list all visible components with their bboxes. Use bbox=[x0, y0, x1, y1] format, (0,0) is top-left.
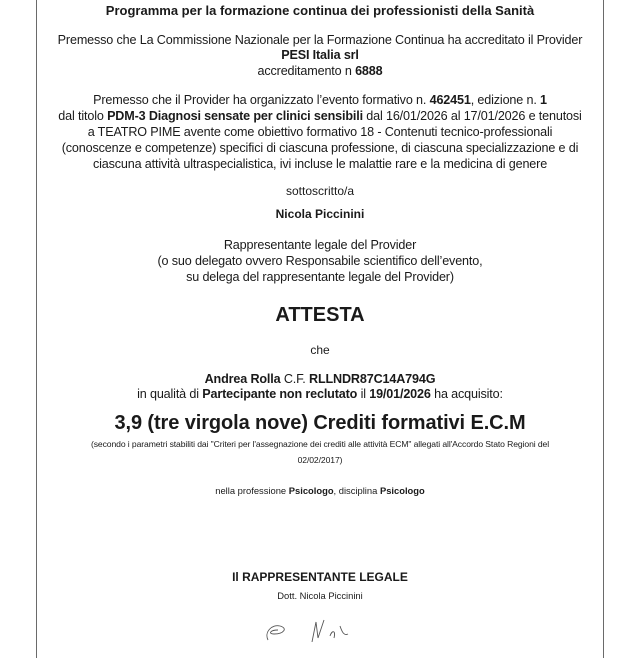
signatory-label: sottoscritto/a bbox=[285, 184, 355, 198]
participant-line: Andrea Rolla C.F. RLLNDR87C14A794G bbox=[204, 372, 436, 386]
participant-role-line: in qualità di Partecipante non reclutato il 19/01/2026 ha acquisito: bbox=[137, 387, 503, 401]
accreditation-intro: Premesso che La Commissione Nazionale per la Formazione Continua ha accreditato il Provider bbox=[57, 33, 583, 47]
profession-line: nella professione Psicologo, disciplina Psicologo bbox=[215, 485, 425, 496]
signatory-role-2: (o suo delegato ovvero Responsabile scientifico dell’evento, bbox=[157, 254, 483, 268]
event-line-2: dal titolo PDM-3 Diagnosi sensate per clinici sensibili dal 16/01/2026 al 17/01/2026 e tenutosi bbox=[58, 109, 582, 123]
event-line-3: a TEATRO PIME avente come obiettivo formativo 18 - Contenuti tecnico-professionali bbox=[87, 125, 553, 139]
footer-title: Il RAPPRESENTANTE LEGALE bbox=[232, 570, 408, 584]
footer-name: Dott. Nicola Piccinini bbox=[277, 590, 363, 601]
credits-note-1: (secondo i parametri stabiliti dai "Criteri per l'assegnazione dei crediti alle attività ECM" allegati all'Accordo Stato Regioni del bbox=[90, 439, 550, 449]
credits-note-2: 02/02/2017) bbox=[297, 455, 343, 465]
event-line-5: ciascuna attività ultraspecialistica, ivi incluse le malattie rare e la medicina di genere bbox=[92, 157, 548, 171]
signatory-name: Nicola Piccinini bbox=[275, 207, 365, 221]
event-line-1: Premesso che il Provider ha organizzato l’evento formativo n. 462451, edizione n. 1 bbox=[93, 93, 547, 107]
credits-headline: 3,9 (tre virgola nove) Crediti formativi E.C.M bbox=[114, 412, 526, 434]
che-text: che bbox=[310, 343, 330, 357]
event-title: PDM-3 Diagnosi sensate per clinici sensibili bbox=[107, 109, 363, 123]
participant-name: Andrea Rolla bbox=[204, 372, 281, 386]
attesta-heading: ATTESTA bbox=[275, 304, 365, 326]
provider-name: PESI Italia srl bbox=[281, 48, 359, 62]
program-title: Programma per la formazione continua dei professionisti della Sanità bbox=[105, 3, 535, 18]
signatory-role-1: Rappresentante legale del Provider bbox=[223, 238, 417, 252]
accreditation-number: accreditamento n 6888 bbox=[257, 64, 383, 78]
signatory-role-3: su delega del rappresentante legale del Provider) bbox=[186, 270, 454, 284]
signature-image bbox=[260, 618, 380, 642]
event-line-4: (conoscenze e competenze) specifici di ciascuna professione, di ciascuna specializzazione e di bbox=[61, 141, 579, 155]
fiscal-code: RLLNDR87C14A794G bbox=[309, 372, 436, 386]
